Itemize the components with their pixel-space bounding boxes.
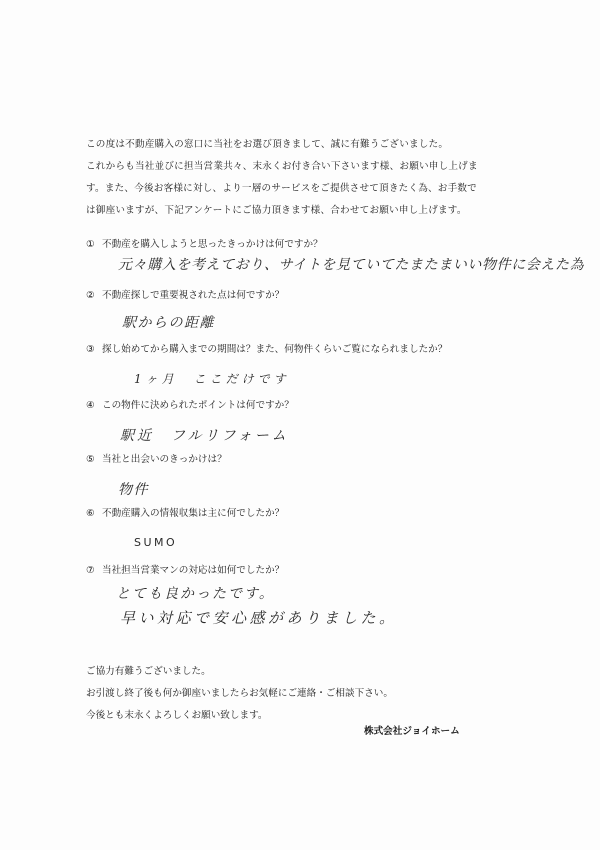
closing-line: ご協力有難うございました。 (86, 666, 211, 677)
question-text: 不動産購入の情報収集は主に何でしたか？ (102, 508, 285, 519)
question-text: 不動産探しで重要視された点は何ですか？ (102, 290, 285, 301)
question-3 (86, 341, 447, 355)
question-number: ⑥ (86, 508, 95, 519)
company-name: 株式会社ジョイホーム (364, 726, 460, 737)
question-number: ① (86, 239, 95, 250)
question-5 (86, 451, 227, 465)
handwritten-answer-7-line-1: とても良かったです。 (116, 586, 275, 602)
intro-line: これからも当社並びに担当営業共々、末永くお付き合い下さいます様、お願い申し上げま (86, 161, 478, 172)
handwritten-answer-1: 元々購入を考えており、サイトを見ていてたまたまいい物件に会えた為 (118, 257, 585, 273)
handwritten-answer-3: 1ヶ月 ここだけです (134, 372, 290, 386)
handwritten-answer-6: SUMO (134, 536, 178, 549)
question-1 (86, 236, 323, 250)
intro-line: は御座いますが、下記アンケートにご協力頂きます様、合わせてお願い申し上げます。 (86, 205, 467, 216)
handwritten-answer-5: 物件 (118, 482, 149, 498)
question-number: ③ (86, 344, 95, 355)
question-text: 探し始めてから購入までの期間は？また、何物件くらいご覧になられましたか？ (102, 344, 448, 355)
intro-line: す。また、今後お客様に対し、より一層のサービスをご提供させて頂きたく為、お手数で (86, 183, 477, 194)
question-number: ④ (86, 400, 95, 411)
handwritten-answer-4: 駅近 フルリフォーム (120, 428, 289, 444)
question-4 (86, 397, 294, 411)
question-number: ⑤ (86, 454, 95, 465)
intro-text (86, 134, 518, 222)
question-2 (86, 287, 284, 301)
question-text: 当社と出会いのきっかけは？ (102, 454, 227, 465)
handwritten-answer-7-line-2: 早い対応で安心感がありました。 (120, 609, 398, 627)
question-text: 不動産を購入しようと思ったきっかけは何ですか？ (102, 239, 323, 250)
closing-line: 今後とも末永くよろしくお願い致します。 (86, 710, 268, 721)
question-6 (86, 505, 284, 519)
question-7 (86, 562, 284, 576)
question-text: 当社担当営業マンの対応は如何でしたか？ (102, 565, 285, 576)
closing-text (86, 661, 518, 727)
question-number: ② (86, 290, 95, 301)
question-number: ⑦ (86, 565, 95, 576)
handwritten-answer-2: 駅からの距離 (122, 315, 215, 331)
question-text: この物件に決められたポイントは何ですか？ (102, 400, 294, 411)
closing-line: お引渡し終了後も何か御座いましたらお気軽にご連絡・ご相談下さい。 (86, 688, 393, 699)
intro-line: この度は不動産購入の窓口に当社をお選び頂きまして、誠に有難うございました。 (86, 139, 449, 150)
